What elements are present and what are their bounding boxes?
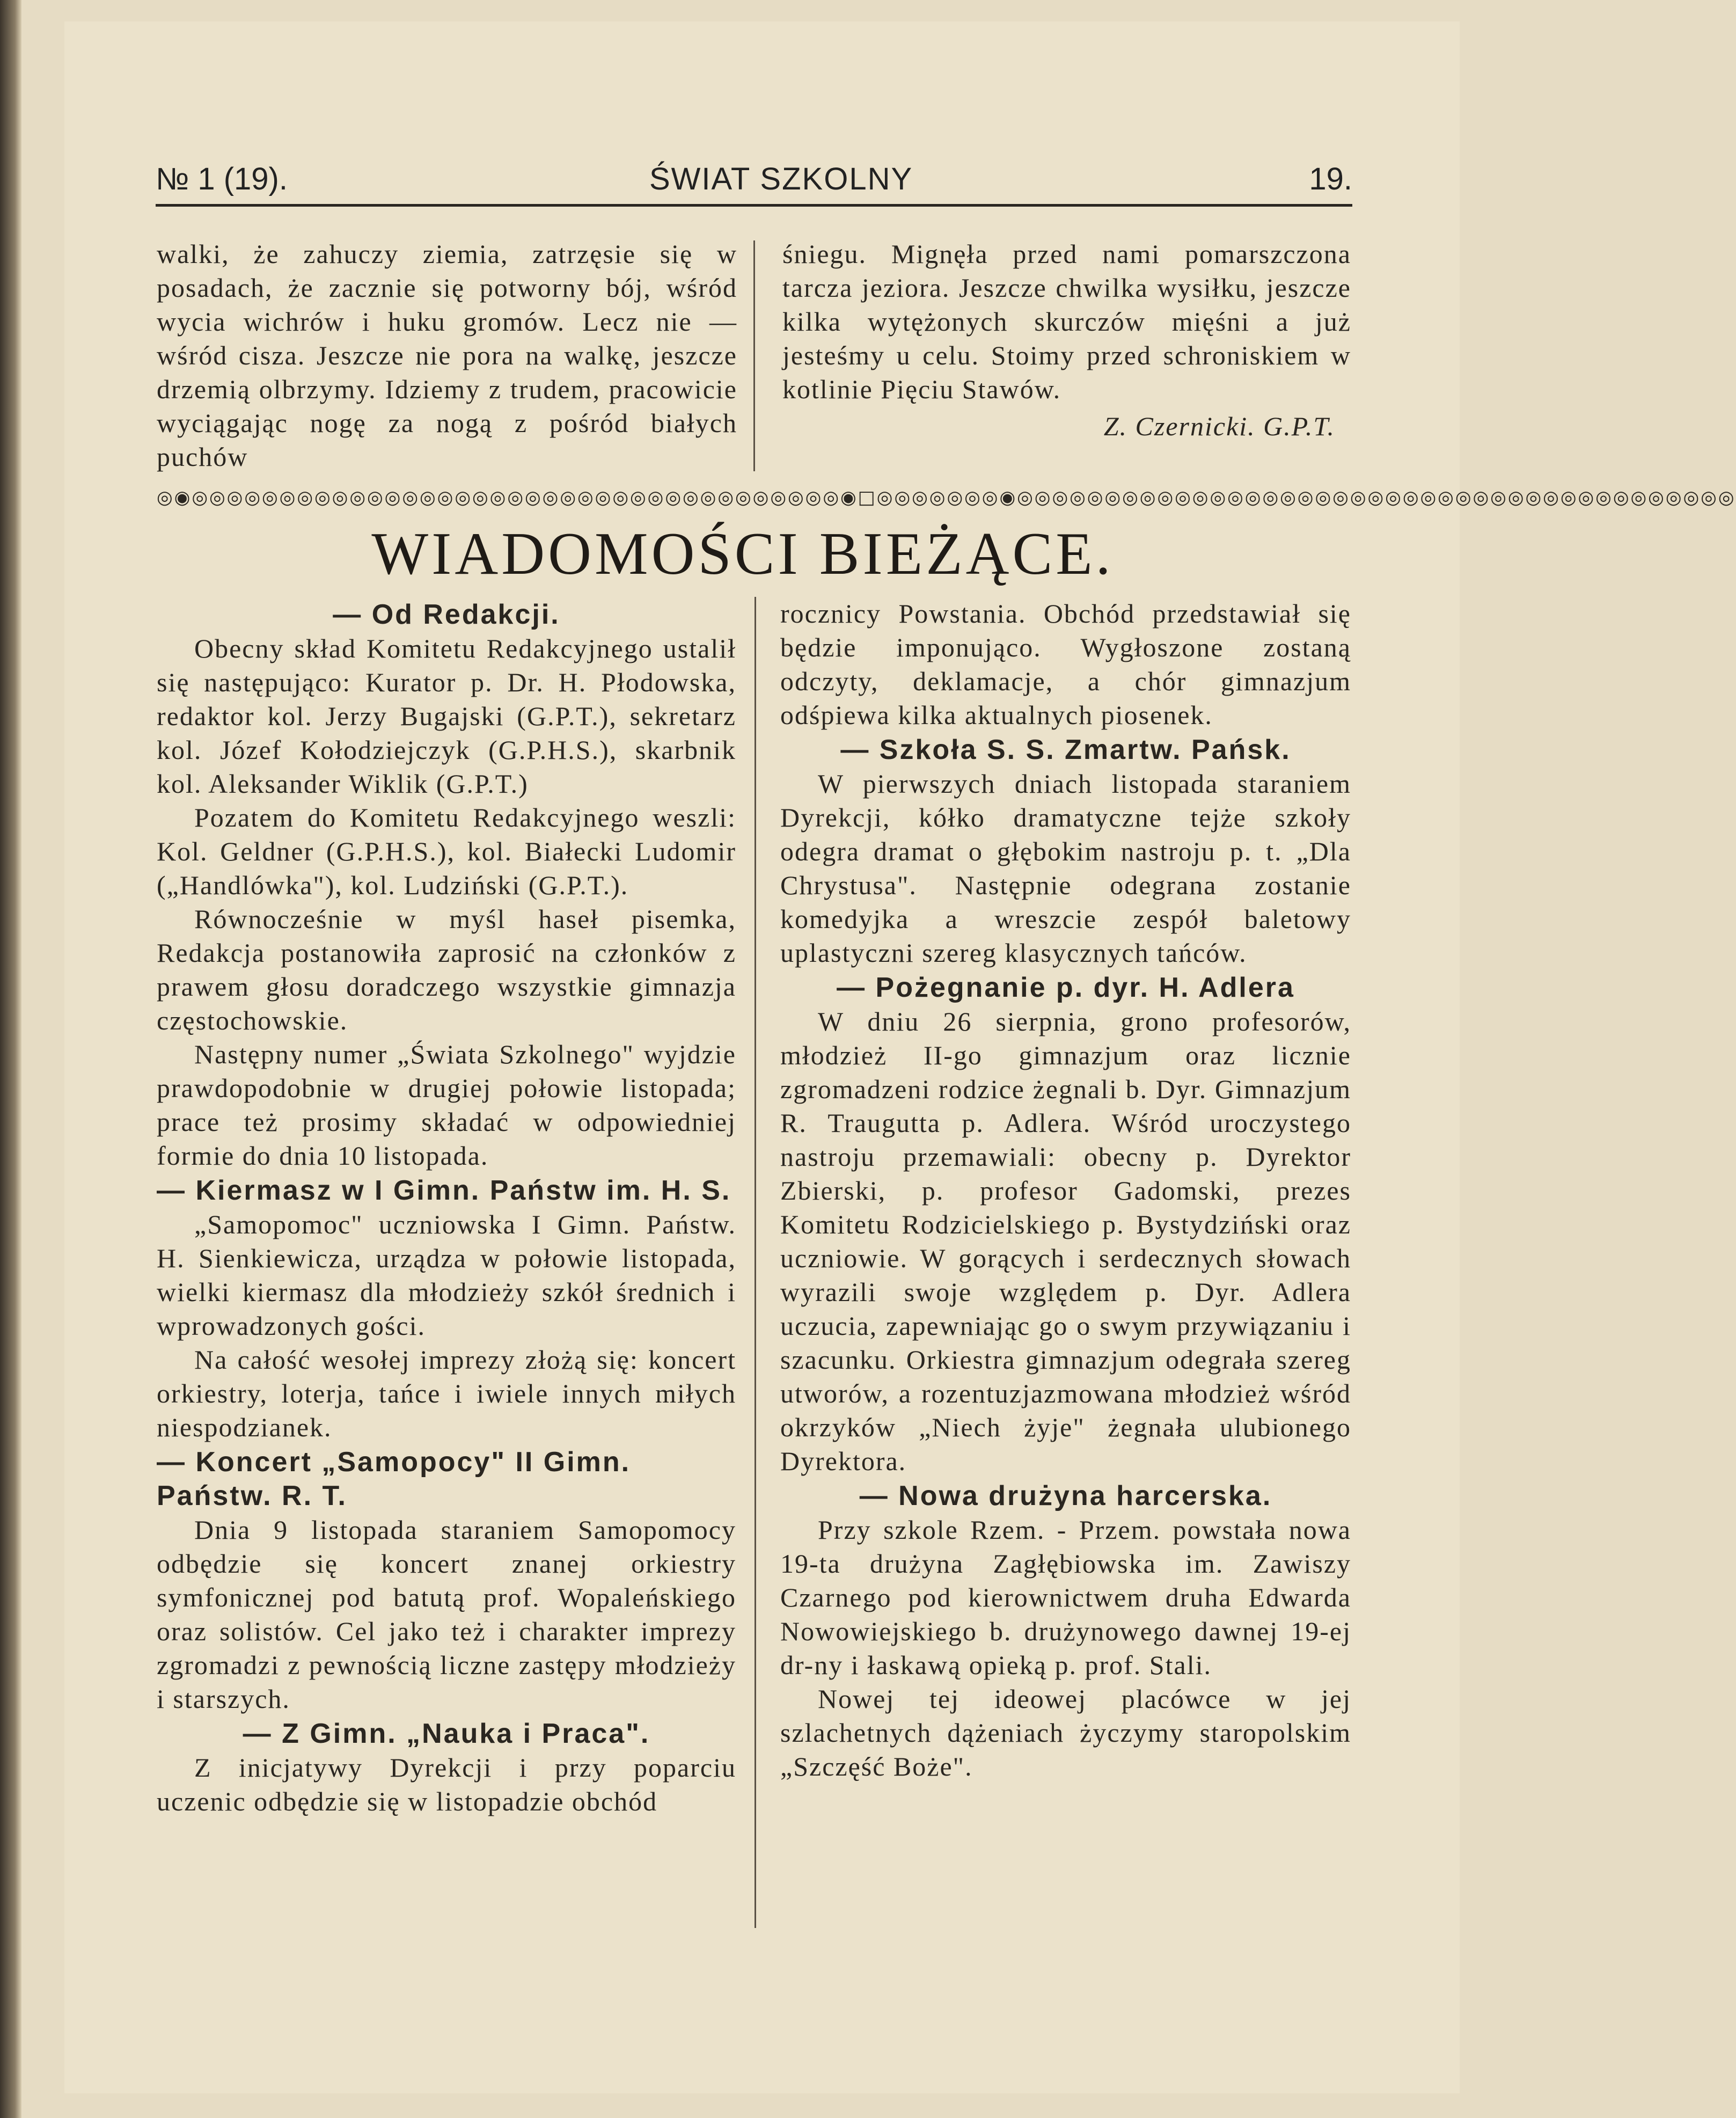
paragraph: W pierwszych dniach listopada staraniem Dyrekcji, kółko dramatyczne tejże szkoły odegra dramat o głębokim nastroju p. t. „Dla Chrystusa". Następnie odegrana zostanie komedyjka a wreszcie zespół baletowy uplastyczni szereg klasycznych tańców.: [780, 769, 1351, 968]
ornamental-divider: ◎◉◎◎◎◎◎◎◎◎◎◎◎◎◎◎◎◎◎◎◎◎◎◎◎◎◎◎◎◎◎◎◎◎◎◎◎◎◎◉□◎◎◎◎◎◎◎◉◎◎◎◎◎◎◎◎◎◎◎◎◎◎◎◎◎◎◎◎◎◎◎◎◎◎◎◎◎◎◎◎◎◎◎◎◎◎◎◎◎: [157, 487, 1736, 508]
heading-nauka-i-praca: — Z Gimn. „Nauka i Praca".: [243, 1718, 650, 1749]
intro-left-column: [157, 237, 737, 474]
issue-number: № 1 (19).: [156, 162, 288, 196]
section-title: WIADOMOŚCI BIEŻĄCE.: [371, 521, 1114, 587]
author-signature: Z. Czernicki. G.P.T.: [1103, 411, 1335, 441]
paragraph: Pozatem do Komitetu Redakcyjnego weszli: Kol. Geldner (G.P.H.S.), kol. Białecki Ludomir („Handlówka"), kol. Ludziński (G.P.T.).: [157, 802, 736, 900]
heading-koncert: — Koncert „Samopocy" II Gimn. Państw. R. T.: [157, 1447, 631, 1511]
paragraph: rocznicy Powstania. Obchód przedstawiał się będzie imponująco. Wygłoszone zostaną odczyty, deklamacje, a chór gimnazjum odśpiewa kilka aktualnych piosenek.: [780, 598, 1351, 730]
news-right-column: [780, 597, 1351, 1784]
book-binding-edge: [0, 0, 21, 2118]
paragraph: Dnia 9 listopada staraniem Samopomocy odbędzie się koncert znanej orkiestry symfonicznej pod batutą prof. Wopaleńskiego oraz solistów. Cel jako też i charakter imprezy zgromadzi z pewnością liczne zastępy młodzieży i starszych.: [157, 1515, 736, 1714]
heading-szkola-zmartw: — Szkoła S. S. Zmartw. Pańsk.: [840, 734, 1291, 765]
heading-od-redakcji: — Od Redakcji.: [333, 599, 560, 630]
paragraph: Obecny skład Komitetu Redakcyjnego ustalił się następująco: Kurator p. Dr. H. Płodowska, redaktor kol. Jerzy Bugajski (G.P.T.), sekretarz kol. Józef Kołodziejczyk (G.P.H.S.), skarbnik kol. Aleksander Wiklik (G.P.T.): [157, 633, 736, 799]
paragraph: Na całość wesołej imprezy złożą się: koncert orkiestry, loterja, tańce i iwiele innych miłych niespodzianek.: [157, 1345, 736, 1442]
page-header: [156, 156, 1352, 204]
news-left-column: [157, 597, 736, 1818]
news-column-divider: [755, 597, 756, 1928]
heading-nowa-druzyna: — Nowa drużyna harcerska.: [859, 1480, 1272, 1511]
page-number: 19.: [1309, 162, 1352, 196]
intro-right-text: śniegu. Mignęła przed nami pomarszczona tarcza jeziora. Jeszcze chwilka wysiłku, jeszcze kilka wytężonych skurczów mięśni a już jesteśmy u celu. Stoimy przed schroniskiem w kotlinie Pięciu Stawów.: [782, 239, 1351, 404]
paragraph: Nowej tej ideowej placówce w jej szlachetnych dążeniach życzymy staropolskim „Szczęść Boże".: [780, 1684, 1351, 1781]
heading-pozegnanie-adlera: — Pożegnanie p. dyr. H. Adlera: [837, 972, 1295, 1003]
paragraph: „Samopomoc" uczniowska I Gimn. Państw. H. Sienkiewicza, urządza w połowie listopada, wielki kiermasz dla młodzieży szkół średnich i wprowadzonych gości.: [157, 1209, 736, 1341]
header-rule: [156, 204, 1352, 207]
paragraph: Następny numer „Świata Szkolnego" wyjdzie prawdopodobnie w drugiej połowie listopada; prace też prosimy składać w odpowiedniej formie do dnia 10 listopada.: [157, 1039, 736, 1171]
intro-right-column: [782, 237, 1351, 443]
publication-title: ŚWIAT SZKOLNY: [649, 162, 913, 196]
paragraph: Równocześnie w myśl haseł pisemka, Redakcja postanowiła zaprosić na członków z prawem głosu doradczego wszystkie gimnazja częstochowskie.: [157, 904, 736, 1035]
intro-column-divider: [753, 240, 755, 471]
heading-kiermasz: — Kiermasz w I Gimn. Państw im. H. S.: [157, 1175, 731, 1206]
paragraph: Przy szkole Rzem. - Przem. powstała nowa 19-ta drużyna Zagłębiowska im. Zawiszy Czarnego pod kierownictwem druha Edwarda Nowowiejskiego b. drużynowego dawnej 19-ej dr-ny i łaskawą opieką p. prof. Stali.: [780, 1515, 1351, 1680]
paragraph: W dniu 26 sierpnia, grono profesorów, młodzież II-go gimnazjum oraz licznie zgromadzeni rodzice żegnali b. Dyr. Gimnazjum R. Traugutta p. Adlera. Wśród uroczystego nastroju przemawiali: obecny p. Dyrektor Zbierski, p. profesor Gadomski, prezes Komitetu Rodzicielskiego p. Bystydziński oraz uczniowie. W gorących i serdecznych słowach wyrazili swoje względem p. Dyr. Adlera uczucia, zapewniając go o swym przywiązaniu i szacunku. Orkiestra gimnazjum odegrała szereg utworów, a rozentuzjazmowana młodzież wśród okrzyków „Niech żyje" żegnała ulubionego Dyrektora.: [780, 1006, 1351, 1476]
paragraph: Z inicjatywy Dyrekcji i przy poparciu uczenic odbędzie się w listopadzie obchód: [157, 1752, 736, 1816]
intro-left-text: walki, że zahuczy ziemia, zatrzęsie się w posadach, że zacznie się potworny bój, wśród wycia wichrów i huku gromów. Lecz nie — wśród cisza. Jeszcze nie pora na walkę, jeszcze drzemią olbrzymy. Idziemy z trudem, pracowicie wyciągając nogę za nogą z pośród białych puchów: [157, 239, 737, 472]
